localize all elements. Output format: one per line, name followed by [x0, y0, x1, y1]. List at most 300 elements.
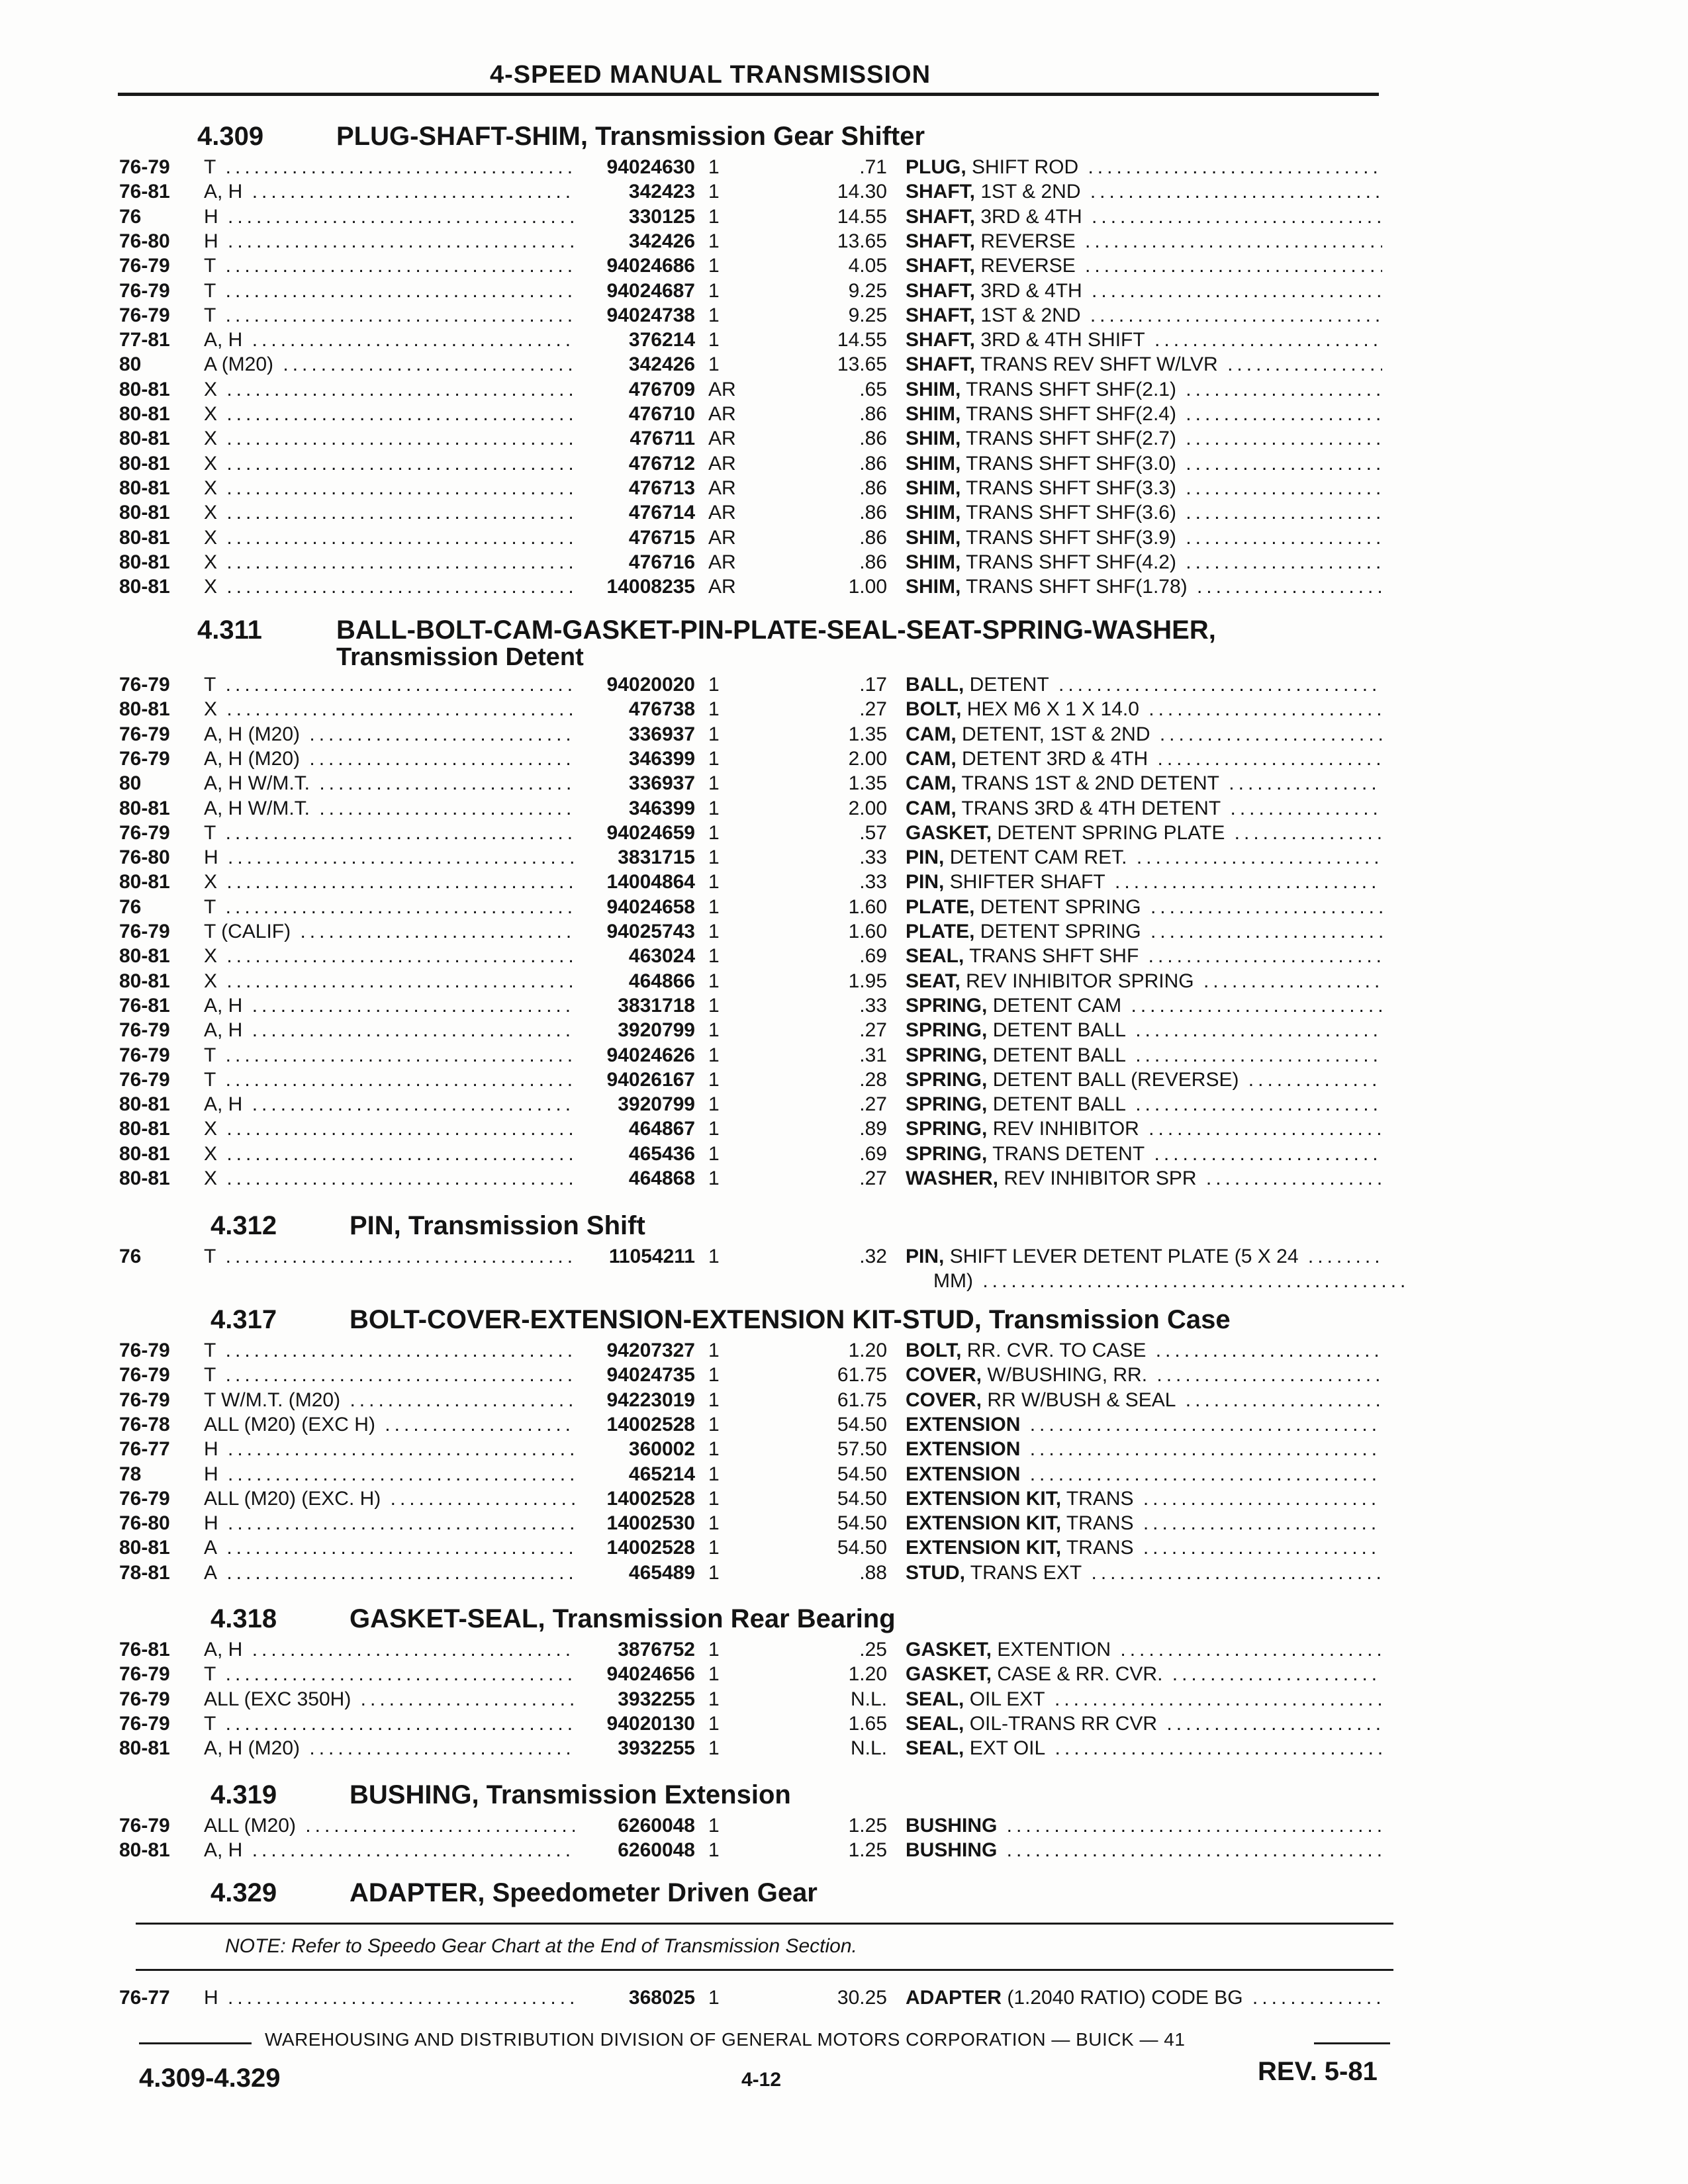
parts-row	[0, 1838, 1688, 1862]
model-code: A, H .....	[204, 1092, 575, 1116]
quantity: 1	[708, 329, 720, 351]
price: .27	[859, 698, 887, 721]
part-name: PIN,	[906, 846, 945, 869]
model-code: H .....	[204, 1511, 575, 1535]
price: 30.25	[837, 1987, 887, 2009]
parts-row	[0, 672, 1688, 697]
quantity: 1	[708, 1438, 720, 1461]
price: 14.30	[837, 181, 887, 203]
part-number: 360002	[628, 1438, 695, 1461]
parts-row	[0, 1018, 1688, 1042]
footer-division: WAREHOUSING AND DISTRIBUTION DIVISION OF GENERAL MOTORS CORPORATION — BUICK — 41	[265, 2029, 1186, 2050]
model-code: ALL (M20) (EXC H) .....	[204, 1412, 575, 1437]
part-description	[906, 1043, 1382, 1068]
part-description	[906, 1363, 1382, 1387]
model-year: 80-81	[119, 1839, 170, 1862]
part-name: BUSHING	[906, 1839, 998, 1862]
part-description	[906, 1437, 1382, 1461]
price: 1.20	[848, 1340, 887, 1361]
part-description	[906, 279, 1382, 303]
part-name: ADAPTER	[906, 1987, 1002, 2009]
model-year: 76-79	[119, 279, 170, 302]
part-name: SPRING,	[906, 1068, 988, 1091]
parts-row	[0, 377, 1688, 402]
model-code: X .....	[204, 451, 575, 476]
model-code: H .....	[204, 205, 575, 229]
part-name: BALL,	[906, 674, 964, 696]
part-name: EXTENSION KIT,	[906, 1537, 1062, 1559]
quantity: 1	[708, 1512, 720, 1535]
price: .86	[859, 403, 887, 425]
parts-row	[0, 1269, 1688, 1293]
model-code: T .....	[204, 672, 575, 697]
part-description	[906, 919, 1382, 944]
model-year: 76-80	[119, 846, 170, 869]
model-year: 78	[119, 1463, 142, 1485]
quantity: 1	[708, 1340, 720, 1361]
quantity: 1	[708, 1688, 720, 1710]
part-description	[906, 1985, 1382, 2010]
parts-row	[0, 179, 1688, 204]
part-number: 94024658	[606, 895, 695, 918]
part-detail: DETENT SPRING PLATE	[992, 821, 1225, 844]
quantity: 1	[708, 1167, 720, 1189]
parts-row	[0, 451, 1688, 476]
model-year: 80-81	[119, 1537, 170, 1559]
price: .86	[859, 526, 887, 549]
model-year: 80-81	[119, 551, 170, 573]
model-code: H .....	[204, 1985, 575, 2010]
price: 1.60	[848, 921, 887, 942]
part-detail: DETENT CAM	[987, 994, 1122, 1017]
part-description	[906, 870, 1382, 894]
part-detail: REV INHIBITOR SPR	[998, 1167, 1197, 1189]
quantity: AR	[708, 477, 736, 499]
part-name: SPRING,	[906, 994, 988, 1017]
parts-row	[0, 870, 1688, 894]
model-year: 77-81	[119, 329, 170, 351]
quantity: AR	[708, 378, 736, 400]
part-number: 94020130	[606, 1712, 695, 1735]
part-name: SEAL,	[906, 945, 964, 968]
part-number: 463024	[628, 945, 695, 968]
model-code: A, H W/M.T. .....	[204, 796, 575, 821]
part-number: 94024656	[606, 1663, 695, 1686]
model-code: ALL (M20) (EXC. H) .....	[204, 1486, 575, 1511]
part-description	[906, 1462, 1382, 1486]
price: 1.20	[848, 1663, 887, 1686]
parts-row	[0, 747, 1688, 771]
part-name: SEAT,	[906, 970, 961, 992]
price: 1.60	[848, 895, 887, 918]
part-name: GASKET,	[906, 821, 992, 844]
part-detail: TRANS	[1061, 1512, 1134, 1535]
part-number: 465489	[628, 1561, 695, 1584]
part-name: SHIM,	[906, 551, 961, 573]
model-year: 76-80	[119, 1512, 170, 1535]
model-year: 80-81	[119, 1093, 170, 1116]
price: 54.50	[837, 1413, 887, 1435]
part-number: 94024630	[606, 156, 695, 178]
parts-row	[0, 205, 1688, 229]
part-name: EXTENSION	[906, 1438, 1021, 1461]
model-code: X .....	[204, 870, 575, 894]
part-detail: RR. CVR. TO CASE	[961, 1340, 1147, 1361]
parts-row	[0, 1092, 1688, 1116]
part-name: EXTENSION KIT,	[906, 1512, 1062, 1535]
part-description	[906, 229, 1382, 253]
part-name: SHIM,	[906, 477, 961, 499]
model-code: T .....	[204, 821, 575, 845]
part-number: 3920799	[618, 1019, 695, 1042]
part-detail: TRANS SHFT SHF(3.6)	[961, 502, 1176, 524]
quantity: 1	[708, 895, 720, 918]
model-code: X .....	[204, 574, 575, 599]
part-number: 14004864	[606, 871, 695, 893]
part-number: 368025	[628, 1987, 695, 2009]
quantity: 1	[708, 772, 720, 795]
model-year: 76-81	[119, 1639, 170, 1661]
quantity: 1	[708, 945, 720, 968]
parts-row	[0, 1985, 1688, 2010]
part-detail: DETENT, 1ST & 2ND	[956, 723, 1150, 745]
parts-row	[0, 1511, 1688, 1535]
part-number: 94024659	[606, 821, 695, 844]
section-title: PLUG-SHAFT-SHIM, Transmission Gear Shifter	[336, 122, 925, 151]
quantity: 1	[708, 821, 720, 844]
part-detail: DETENT CAM RET.	[944, 846, 1127, 869]
part-detail: DETENT SPRING	[974, 895, 1141, 918]
section-number: 4.309	[197, 122, 264, 151]
model-year: 80-81	[119, 970, 170, 992]
quantity: 1	[708, 871, 720, 893]
model-code: T .....	[204, 1244, 575, 1269]
part-name: SPRING,	[906, 1044, 988, 1066]
part-number: 14002528	[606, 1487, 695, 1510]
part-number: 14002530	[606, 1512, 695, 1535]
part-name: GASKET,	[906, 1663, 992, 1686]
part-description	[906, 1486, 1382, 1511]
parts-row	[0, 402, 1688, 426]
price: 1.35	[848, 723, 887, 745]
model-code: T .....	[204, 1662, 575, 1686]
part-detail: TRANS SHFT SHF(1.78)	[961, 576, 1188, 598]
parts-row	[0, 845, 1688, 870]
part-number: 3932255	[618, 1737, 695, 1760]
model-year: 80-81	[119, 871, 170, 893]
part-number: 336937	[628, 772, 695, 795]
price: .32	[859, 1246, 887, 1267]
model-year: 80-81	[119, 403, 170, 425]
model-year: 76-77	[119, 1438, 170, 1461]
parts-row	[0, 426, 1688, 451]
parts-row	[0, 722, 1688, 747]
part-detail: 1ST & 2ND	[975, 304, 1081, 326]
part-number: 346399	[628, 797, 695, 819]
part-description	[906, 1561, 1382, 1585]
part-description	[906, 771, 1382, 796]
part-number: 464867	[628, 1118, 695, 1140]
model-year: 76-79	[119, 255, 170, 277]
model-code: T .....	[204, 303, 575, 328]
model-code: X .....	[204, 969, 575, 993]
part-detail: OIL-TRANS RR CVR	[964, 1712, 1158, 1735]
quantity: AR	[708, 428, 736, 450]
part-description	[906, 845, 1382, 870]
model-year: 76-79	[119, 1364, 170, 1387]
model-code: X .....	[204, 525, 575, 550]
parts-row	[0, 1662, 1688, 1686]
model-code: T .....	[204, 1711, 575, 1736]
model-year: 76-78	[119, 1413, 170, 1435]
parts-row	[0, 279, 1688, 303]
part-description	[906, 1068, 1382, 1092]
parts-row	[0, 155, 1688, 179]
quantity: 1	[708, 304, 720, 326]
parts-row	[0, 1561, 1688, 1585]
part-number: 342426	[628, 230, 695, 252]
model-year: 76-77	[119, 1987, 170, 2009]
part-description	[906, 796, 1382, 821]
part-name: SHIM,	[906, 502, 961, 524]
part-description	[906, 303, 1382, 328]
model-code: X .....	[204, 1166, 575, 1191]
model-code: A, H .....	[204, 179, 575, 204]
section-title: BUSHING, Transmission Extension	[350, 1780, 791, 1809]
parts-row	[0, 1338, 1688, 1363]
part-name: BUSHING	[906, 1815, 998, 1837]
part-name: PLATE,	[906, 895, 975, 918]
price: .33	[859, 994, 887, 1017]
model-year: 76-79	[119, 1340, 170, 1361]
part-detail: HEX M6 X 1 X 14.0	[961, 698, 1139, 721]
parts-row	[0, 229, 1688, 253]
footer-page-number: 4-12	[741, 2069, 782, 2091]
part-description	[906, 1338, 1382, 1363]
price: 1.00	[848, 576, 887, 598]
part-description	[906, 377, 1382, 402]
part-detail: DETENT 3RD & 4TH	[956, 747, 1149, 770]
quantity: 1	[708, 1388, 720, 1411]
model-code: X .....	[204, 1116, 575, 1141]
footer-line-left	[139, 2042, 252, 2044]
model-code: A, H (M20) .....	[204, 747, 575, 771]
model-code: H .....	[204, 845, 575, 870]
section-number: 4.317	[211, 1305, 277, 1334]
model-year: 76-79	[119, 723, 170, 745]
parts-row	[0, 1736, 1688, 1760]
parts-row	[0, 1437, 1688, 1461]
quantity: 1	[708, 747, 720, 770]
quantity: 1	[708, 1487, 720, 1510]
parts-row	[0, 1068, 1688, 1092]
quantity: AR	[708, 452, 736, 475]
price: .86	[859, 502, 887, 524]
part-detail: TRANS DETENT	[987, 1142, 1145, 1165]
model-code: X .....	[204, 500, 575, 525]
part-number: 94207327	[606, 1340, 695, 1361]
model-code: H .....	[204, 1462, 575, 1486]
part-name: SHAFT,	[906, 329, 975, 351]
part-description	[906, 969, 1382, 993]
part-name: CAM,	[906, 797, 957, 819]
part-number: 346399	[628, 747, 695, 770]
part-number: 3831715	[618, 846, 695, 869]
price: .65	[859, 378, 887, 400]
model-year: 76-79	[119, 1663, 170, 1686]
part-number: 6260048	[618, 1839, 695, 1862]
part-number: 476738	[628, 698, 695, 721]
price: 1.25	[848, 1815, 887, 1837]
model-year: 80-81	[119, 1737, 170, 1760]
part-number: 11054211	[608, 1246, 695, 1267]
price: 2.00	[848, 797, 887, 819]
model-year: 76-79	[119, 821, 170, 844]
model-year: 76-79	[119, 156, 170, 178]
part-number: 94024687	[606, 279, 695, 302]
parts-row	[0, 1687, 1688, 1711]
quantity: AR	[708, 502, 736, 524]
price: .86	[859, 551, 887, 573]
part-detail: 3RD & 4TH	[975, 279, 1082, 302]
model-year: 76-79	[119, 1815, 170, 1837]
parts-row	[0, 574, 1688, 599]
model-year: 76-79	[119, 1019, 170, 1042]
price: .89	[859, 1118, 887, 1140]
quantity: 1	[708, 279, 720, 302]
part-number: 94024686	[606, 255, 695, 277]
quantity: 1	[708, 1413, 720, 1435]
parts-row	[0, 944, 1688, 968]
part-name: SHAFT,	[906, 230, 975, 252]
model-code: X .....	[204, 402, 575, 426]
quantity: 1	[708, 970, 720, 992]
part-detail: EXTENTION	[992, 1639, 1111, 1661]
part-description	[906, 500, 1382, 525]
section-number: 4.312	[211, 1211, 277, 1240]
part-number: 465436	[628, 1142, 695, 1165]
section-number: 4.319	[211, 1780, 277, 1809]
part-number: 476712	[628, 452, 695, 475]
model-year: 80-81	[119, 797, 170, 819]
part-description	[906, 205, 1382, 229]
quantity: 1	[708, 1987, 720, 2009]
model-code: T .....	[204, 1043, 575, 1068]
part-detail: REVERSE	[975, 230, 1076, 252]
section-title: GASKET-SEAL, Transmission Rear Bearing	[350, 1604, 896, 1633]
model-code: A, H .....	[204, 1018, 575, 1042]
part-name: SHIM,	[906, 378, 961, 400]
price: .69	[859, 1142, 887, 1165]
section-number: 4.311	[197, 615, 262, 645]
part-detail: TRANS SHFT SHF(2.4)	[961, 403, 1176, 425]
model-code: H .....	[204, 1437, 575, 1461]
model-year: 80-81	[119, 698, 170, 721]
part-number: 342426	[628, 353, 695, 376]
part-detail: TRANS SHFT SHF(4.2)	[961, 551, 1176, 573]
part-name: SHIM,	[906, 452, 961, 475]
part-detail: TRANS SHFT SHF(2.1)	[961, 378, 1176, 400]
part-description	[906, 1511, 1382, 1535]
part-detail: W/BUSHING, RR.	[982, 1364, 1148, 1387]
part-name: EXTENSION	[906, 1463, 1021, 1485]
section-title: PIN, Transmission Shift	[350, 1211, 645, 1240]
price: .69	[859, 945, 887, 968]
model-code: X .....	[204, 426, 575, 451]
parts-row	[0, 1142, 1688, 1166]
model-year: 76-79	[119, 1712, 170, 1735]
part-detail: MM)	[933, 1270, 973, 1293]
model-code: A (M20) .....	[204, 352, 575, 377]
part-name: EXTENSION KIT,	[906, 1487, 1062, 1510]
parts-row	[0, 500, 1688, 525]
parts-row	[0, 1043, 1688, 1068]
quantity: AR	[708, 526, 736, 549]
part-number: 3831718	[618, 994, 695, 1017]
model-code: X .....	[204, 476, 575, 500]
model-code: X .....	[204, 550, 575, 574]
part-name: EXTENSION	[906, 1413, 1021, 1435]
part-name: SPRING,	[906, 1019, 988, 1042]
quantity: 1	[708, 1537, 720, 1559]
part-detail: TRANS SHFT SHF(3.3)	[961, 477, 1176, 499]
part-description	[906, 1813, 1382, 1838]
part-detail: TRANS 1ST & 2ND DETENT	[956, 772, 1219, 795]
part-number: 94025743	[606, 921, 695, 942]
part-description	[906, 328, 1382, 352]
part-number: 3932255	[618, 1688, 695, 1710]
price: 9.25	[848, 304, 887, 326]
part-number: 464866	[628, 970, 695, 992]
quantity: AR	[708, 576, 736, 598]
model-code: T .....	[204, 1068, 575, 1092]
part-description	[906, 672, 1382, 697]
quantity: 1	[708, 1839, 720, 1862]
part-number: 476709	[628, 378, 695, 400]
footer-line-right	[1314, 2042, 1390, 2044]
model-code: T .....	[204, 895, 575, 919]
parts-row	[0, 1244, 1688, 1269]
quantity: 1	[708, 156, 720, 178]
quantity: 1	[708, 1712, 720, 1735]
model-year: 80-81	[119, 1167, 170, 1189]
part-name: CAM,	[906, 723, 957, 745]
section-number: 4.329	[211, 1878, 277, 1907]
part-description	[906, 550, 1382, 574]
model-year: 80-81	[119, 945, 170, 968]
price: 61.75	[837, 1388, 887, 1411]
model-year: 80	[119, 353, 142, 376]
parts-row	[0, 919, 1688, 944]
quantity: 1	[708, 1639, 720, 1661]
model-code: X .....	[204, 944, 575, 968]
part-description	[906, 944, 1382, 968]
model-year: 80	[119, 772, 142, 795]
price: 1.65	[848, 1712, 887, 1735]
part-detail: (1.2040 RATIO) CODE BG	[1002, 1987, 1243, 2009]
price: .25	[859, 1639, 887, 1661]
price: 14.55	[837, 205, 887, 228]
price: 61.75	[837, 1364, 887, 1387]
model-code: A, H .....	[204, 1838, 575, 1862]
quantity: 1	[708, 1044, 720, 1066]
part-description	[906, 1166, 1382, 1191]
section-number: 4.318	[211, 1604, 277, 1633]
part-number: 3876752	[618, 1639, 695, 1661]
part-description	[906, 352, 1382, 377]
model-code: T W/M.T. (M20) .....	[204, 1388, 575, 1412]
part-description	[906, 426, 1382, 451]
